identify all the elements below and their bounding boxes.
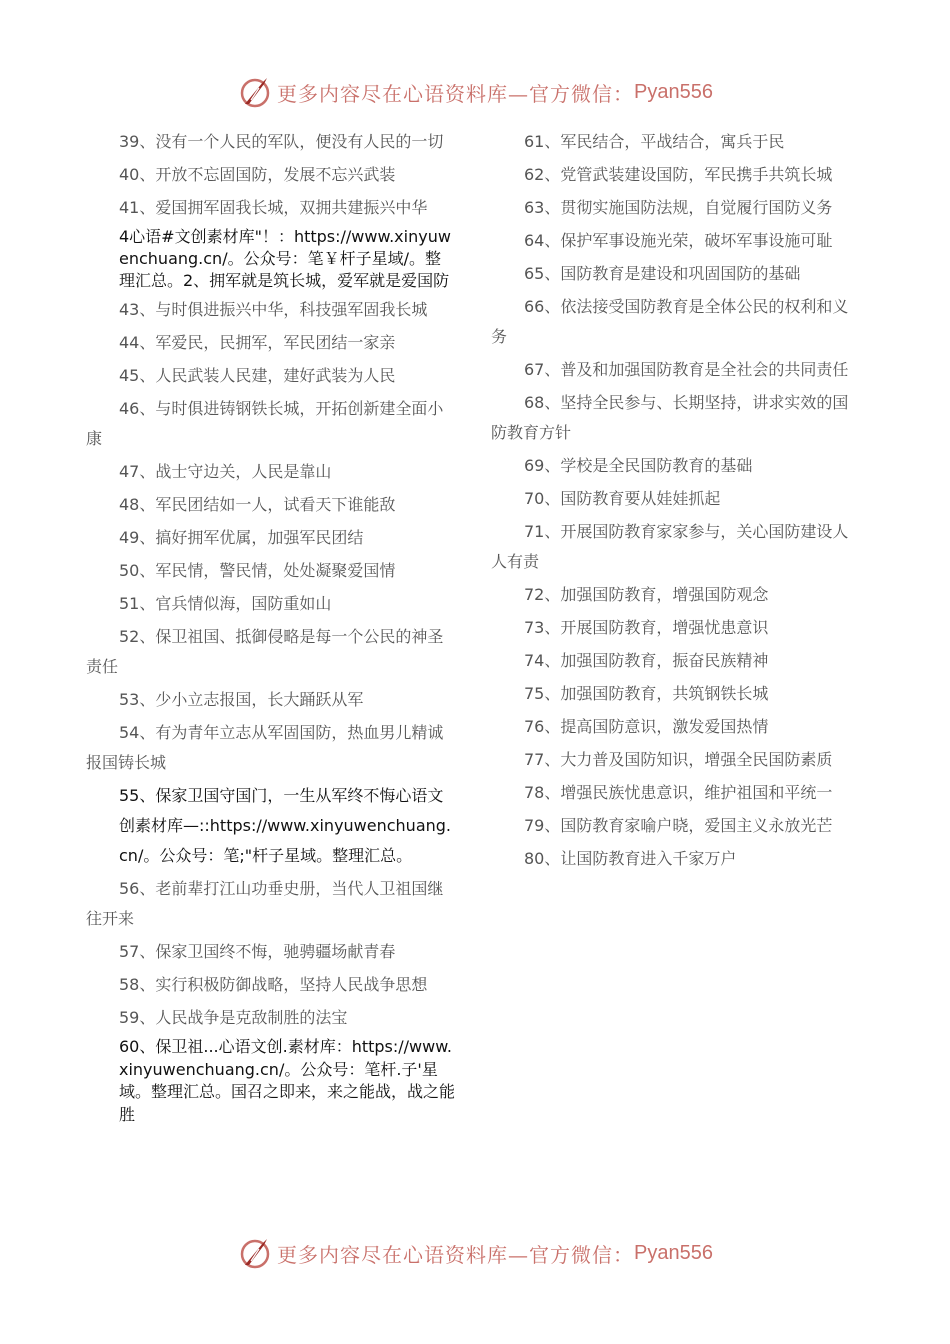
list-item-watermark: 55、保家卫国守国门，一生从军终不悔心语文创素材库—::https://www.xinyuwenchuang.cn/。公众号：笔;"杆子星域。整理汇总。 [119,786,452,865]
list-item: 72、加强国防教育，增强国防观念 [524,585,769,604]
list-item: 66、依法接受国防教育是全体公民的权利和义务 [491,297,849,346]
list-item: 59、人民战争是克敌制胜的法宝 [119,1008,348,1027]
list-item: 62、党管武装建设国防，军民携手共筑长城 [524,165,833,184]
list-item: 50、军民情，警民情，处处凝聚爱国情 [119,561,396,580]
list-item: 51、官兵情似海，国防重如山 [119,594,332,613]
list-item: 65、国防教育是建设和巩固国防的基础 [524,264,801,283]
list-item: 74、加强国防教育，振奋民族精神 [524,651,769,670]
banner-wechat-id: Pyan556 [634,1241,713,1264]
list-item: 75、加强国防教育，共筑钢铁长城 [524,684,769,703]
list-item: 61、军民结合，平战结合，寓兵于民 [524,132,785,151]
right-column [491,127,853,877]
list-item: 80、让国防教育进入千家万户 [524,849,737,868]
list-item: 41、爱国拥军固我长城，双拥共建振兴中华 [119,198,428,217]
list-item: 53、少小立志报国，长大踊跃从军 [119,690,364,709]
list-item: 40、开放不忘固国防，发展不忘兴武装 [119,165,396,184]
list-item: 68、坚持全民参与、长期坚持，讲求实效的国防教育方针 [491,393,849,442]
list-item: 43、与时俱进振兴中华，科技强军固我长城 [119,300,428,319]
quill-logo-icon [237,74,273,110]
list-item: 64、保护军事设施光荣，破坏军事设施可耻 [524,231,833,250]
list-item: 70、国防教育要从娃娃抓起 [524,489,721,508]
banner-wechat-id: Pyan556 [634,80,713,103]
list-item-watermark: 4心语#文创素材库"！：https://www.xinyuwenchuang.cn/。公众号：笔￥杆子星域/。整理汇总。2、拥军就是筑长城，爱军就是爱国防 [119,227,451,290]
list-item: 76、提高国防意识，激发爱国热情 [524,717,769,736]
list-item: 63、贯彻实施国防法规，自觉履行国防义务 [524,198,833,217]
list-item: 56、老前辈打江山功垂史册，当代人卫祖国继往开来 [86,879,444,928]
list-item: 46、与时俱进铸钢铁长城，开拓创新建全面小康 [86,399,444,448]
list-item: 58、实行积极防御战略，坚持人民战争思想 [119,975,428,994]
list-item: 45、人民武装人民建，建好武装为人民 [119,366,396,385]
list-item: 44、军爱民，民拥军，军民团结一家亲 [119,333,396,352]
quill-logo-icon [237,1235,273,1271]
header-banner [0,72,950,112]
list-item-watermark: 60、保卫祖...心语文创.素材库：https://www.xinyuwenchuang.cn/。公众号：笔杆.子'星域。整理汇总。国召之即来，来之能战，战之能胜 [119,1037,456,1124]
list-item: 77、大力普及国防知识，增强全民国防素质 [524,750,833,769]
banner-text: 更多内容尽在心语资料库—官方微信： [277,81,635,106]
list-item: 67、普及和加强国防教育是全社会的共同责任 [524,360,849,379]
list-item: 71、开展国防教育家家参与，关心国防建设人人有责 [491,522,849,571]
list-item: 78、增强民族忧患意识，维护祖国和平统一 [524,783,833,802]
list-item: 54、有为青年立志从军固国防，热血男儿精诚报国铸长城 [86,723,444,772]
list-item: 49、搞好拥军优属，加强军民团结 [119,528,364,547]
list-item: 69、学校是全民国防教育的基础 [524,456,753,475]
list-item: 39、没有一个人民的军队，便没有人民的一切 [119,132,444,151]
list-item: 47、战士守边关，人民是靠山 [119,462,332,481]
banner-text: 更多内容尽在心语资料库—官方微信： [277,1242,635,1267]
footer-banner [0,1233,950,1273]
left-column [86,127,456,1129]
list-item: 79、国防教育家喻户晓，爱国主义永放光芒 [524,816,833,835]
list-item: 52、保卫祖国、抵御侵略是每一个公民的神圣责任 [86,627,444,676]
list-item: 57、保家卫国终不悔，驰骋疆场献青春 [119,942,396,961]
list-item: 73、开展国防教育，增强忧患意识 [524,618,769,637]
list-item: 48、军民团结如一人，试看天下谁能敌 [119,495,396,514]
